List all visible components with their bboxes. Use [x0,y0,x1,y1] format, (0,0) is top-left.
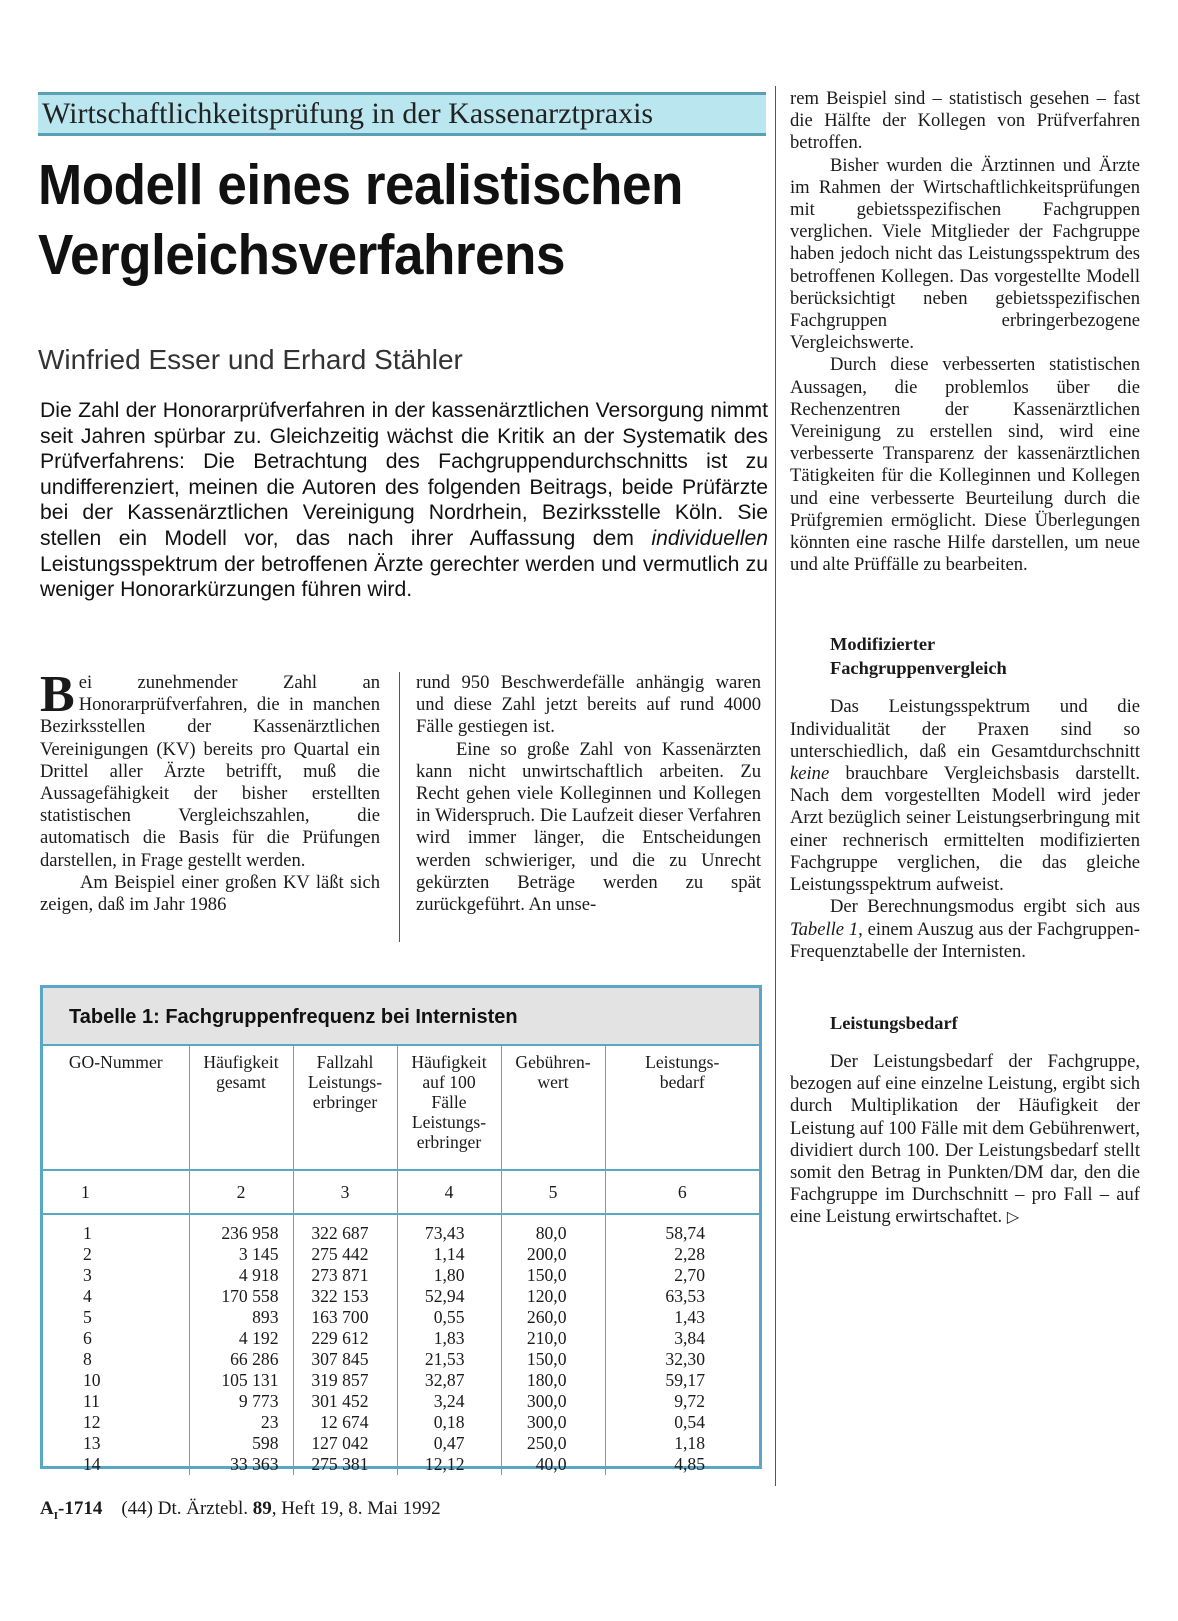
table-cell: 598 [189,1433,293,1454]
column-number: 5 [501,1170,605,1214]
column-number: 4 [397,1170,501,1214]
continue-arrow-icon: ▷ [1006,1207,1020,1227]
table-cell: 105 131 [189,1370,293,1391]
table-cell: 10 [83,1370,101,1390]
table-cell: 180,0 [501,1370,605,1391]
table-cell: 4,85 [605,1454,759,1475]
column-header: Leistungs- bedarf [605,1046,759,1170]
table-cell: 120,0 [501,1286,605,1307]
table-cell: 23 [189,1412,293,1433]
table-cell: 236 958 [189,1214,293,1244]
table-cell: 0,18 [397,1412,501,1433]
table-cell: 322 687 [293,1214,397,1244]
table-cell: 13 [83,1433,101,1453]
table-cell: 80,0 [501,1214,605,1244]
column-header: Häufigkeit auf 100 Fälle Leistungs- erbringer [397,1046,501,1170]
paragraph: Das Leistungsspektrum und die Individualität der Praxen sind so unterschiedlich, daß ein Gesamtdurchschnitt keine brauchbare Vergleichsbasis darstellt. Nach dem vorgestellten Modell wird jeder Arzt bezüglich seiner Leistungserbringung mit einer rechnerisch ermittelten modifizierten Fachgruppe verglichen, die das gleiche Leistungsspektrum aufweist. [790,696,1140,896]
table-cell: 300,0 [501,1391,605,1412]
frequency-table [43,1046,759,1475]
table-cell: 59,17 [605,1370,759,1391]
table-cell: 2,70 [605,1265,759,1286]
table-cell: 163 700 [293,1307,397,1328]
column-number: 1 [43,1170,189,1214]
table-cell: 32,30 [605,1349,759,1370]
table-cell: 14 [83,1454,101,1474]
table-cell: 12 [83,1412,101,1432]
table-cell: 1,18 [605,1433,759,1454]
lead-italic: individuellen [651,526,769,550]
table-cell: 307 845 [293,1349,397,1370]
body-column-2 [416,672,761,916]
table-cell: 5 [83,1307,92,1327]
table-cell: 11 [83,1391,100,1411]
paragraph: Der Berechnungsmodus ergibt sich aus Tabelle 1, einem Auszug aus der Fachgruppen-Frequenztabelle der Internisten. [790,896,1140,962]
table-cell: 275 381 [293,1454,397,1475]
lead-paragraph [40,398,768,603]
paragraph: Bisher wurden die Ärztinnen und Ärzte im Rahmen der Wirtschaftlichkeitsprüfungen mit gebietsspezifischen Fachgruppen verglichen. Viele Mitglieder der Fachgruppe haben jedoch nicht das Leistungsspektrum des betroffenen Kollegen. Das vorgestellte Modell berücksichtigt neben gebietsspezifischen Fachgruppen erbringerbezogene Vergleichswerte. [790,154,1140,354]
table-row [43,1454,759,1475]
drop-cap: B [40,666,75,723]
paragraph: rem Beispiel sind – statistisch gesehen – fast die Hälfte der Kollegen von Prüfverfahren betroffen. [790,88,1140,154]
table-row [43,1265,759,1286]
table-cell: 2,28 [605,1244,759,1265]
table-cell: 3 [83,1265,92,1285]
table-cell: 275 442 [293,1244,397,1265]
lead-text-1: Die Zahl der Honorarprüfverfahren in der kassenärztlichen Versorgung nimmt seit Jahren spürbar zu. Gleichzeitig wächst die Kritik an der Systematik des Prüfverfahrens: Die Betrachtung des Fachgruppendurchschnitts ist zu undifferenziert, meinen die Autoren des folgenden Beitrags, beide Prüfärzte bei der Kassenärztlichen Vereinigung Nordrhein, Bezirksstelle Köln. Sie stellen ein Modell vor, das nach ihrer Auffassung dem [40,399,768,550]
paragraph-text: ei zunehmender Zahl an Honorarprüfverfahren, die in manchen Bezirksstellen der Kassenärztlichen Vereinigungen (KV) bereits pro Quartal ein Drittel aller Ärzte betrifft, muß die Aussagefähigkeit der bisher erstellten statistischen Vergleichszahlen, die automatisch die Basis für die Prüfungen darstellen, in Frage gestellt werden. [40,672,380,871]
table-cell: 9 773 [189,1391,293,1412]
table-row [43,1328,759,1349]
table-cell: 1,43 [605,1307,759,1328]
column-header: GO-Nummer [43,1046,189,1170]
article-authors: Winfried Esser und Erhard Stähler [38,344,463,375]
lead-text-2: Leistungsspektrum der betroffenen Ärzte gerechter werden und vermutlich zu weniger Honorarkürzungen führen wird. [40,552,768,602]
table-row [43,1391,759,1412]
table-cell: 2 [83,1244,92,1264]
table-cell: 3,24 [397,1391,501,1412]
table-cell: 319 857 [293,1370,397,1391]
data-table-box [40,985,762,1474]
paragraph: Eine so große Zahl von Kassenärzten kann nicht unwirtschaftlich arbeiten. Zu Recht gehen viele Kolleginnen und Kollegen in Widerspruch. Die Laufzeit dieser Verfahren wird immer länger, die Entscheidungen werden schwieriger, und die zu Unrecht gekürzten Beträge werden zu spät zurückgeführt. An unse- [416,738,761,916]
table-cell: 3,84 [605,1328,759,1349]
kicker-rubric: Wirtschaftlichkeitsprüfung in der Kassenarztpraxis [38,92,766,136]
table-cell: 58,74 [605,1214,759,1244]
table-cell: 12,12 [397,1454,501,1475]
table-cell: 0,55 [397,1307,501,1328]
table-cell: 170 558 [189,1286,293,1307]
table-cell: 260,0 [501,1307,605,1328]
paragraph [40,666,380,872]
column-number-row [43,1170,759,1214]
table-header-row [43,1046,759,1170]
table-cell: 150,0 [501,1265,605,1286]
table-cell: 127 042 [293,1433,397,1454]
table-cell: 322 153 [293,1286,397,1307]
table-cell: 40,0 [501,1454,605,1475]
table-cell: 21,53 [397,1349,501,1370]
table-row [43,1244,759,1265]
paragraph: Der Leistungsbedarf der Fachgruppe, bezogen auf eine einzelne Leistung, ergibt sich durch Multiplikation der Häufigkeit der Leistung auf 100 Fälle mit dem Gebührenwert, dividiert durch 100. Der Leistungsbedarf stellt somit den Betrag in Punkten/DM dar, den die Fachgruppe im Durchschnitt – pro Fall – auf eine Leistung erwirtschaftet. ▷ [790,1050,1140,1228]
table-cell: 8 [83,1349,92,1369]
table-cell: 63,53 [605,1286,759,1307]
table-cell: 12 674 [293,1412,397,1433]
section-heading: Leistungsbedarf [830,1012,958,1033]
table-cell: 250,0 [501,1433,605,1454]
column-divider [775,86,776,1486]
paragraph: Am Beispiel einer großen KV läßt sich zeigen, daß im Jahr 1986 [40,871,380,916]
table-row [43,1433,759,1454]
table-cell: 893 [189,1307,293,1328]
table-cell: 300,0 [501,1412,605,1433]
column-header: Fallzahl Leistungs- erbringer [293,1046,397,1170]
section-heading: Modifizierter Fachgruppenvergleich [830,634,1007,679]
table-cell: 1,14 [397,1244,501,1265]
body-column-3 [790,88,1140,1229]
table-cell: 229 612 [293,1328,397,1349]
table-cell: 3 145 [189,1244,293,1265]
column-number: 3 [293,1170,397,1214]
table-cell: 52,94 [397,1286,501,1307]
table-cell: 6 [83,1328,92,1348]
table-row [43,1412,759,1433]
table-row [43,1307,759,1328]
column-number: 2 [189,1170,293,1214]
table-cell: 0,47 [397,1433,501,1454]
page-footer: $A_I-1714$ (44) Dt. Ärztebl. 89, Heft 19, 8. Mai 1992 [40,1498,441,1522]
table-cell: 1 [83,1223,92,1243]
column-divider [399,672,400,942]
table-cell: 4 192 [189,1328,293,1349]
table-cell: 33 363 [189,1454,293,1475]
column-header: Gebühren- wert [501,1046,605,1170]
table-cell: 0,54 [605,1412,759,1433]
table-cell: 273 871 [293,1265,397,1286]
table-row [43,1349,759,1370]
body-column-1 [40,666,380,916]
table-row [43,1214,759,1244]
table-cell: 9,72 [605,1391,759,1412]
table-cell: 1,83 [397,1328,501,1349]
table-row [43,1370,759,1391]
table-row [43,1286,759,1307]
table-cell: 32,87 [397,1370,501,1391]
table-cell: 200,0 [501,1244,605,1265]
table-cell: 301 452 [293,1391,397,1412]
table-cell: 73,43 [397,1214,501,1244]
column-header: Häufigkeit gesamt [189,1046,293,1170]
table-cell: 1,80 [397,1265,501,1286]
paragraph: Durch diese verbesserten statistischen Aussagen, die problemlos über die Rechenzentren der Kassenärztlichen Vereinigung zu erstellen sind, wird eine verbesserte Transparenz der kassenärztlichen Tätigkeiten für die Kolleginnen und Kollegen und eine verbesserte Beurteilung durch die Prüfgremien ermöglicht. Diese Überlegungen könnten eine rasche Hilfe darstellen, um neue und alte Prüffälle zu bearbeiten. [790,354,1140,576]
column-number: 6 [605,1170,759,1214]
table-cell: 150,0 [501,1349,605,1370]
table-title: Tabelle 1: Fachgruppenfrequenz bei Internisten [43,988,759,1046]
table-cell: 4 918 [189,1265,293,1286]
paragraph: rund 950 Beschwerdefälle anhängig waren und diese Zahl jetzt bereits auf rund 4000 Fälle gestiegen ist. [416,672,761,738]
article-headline: Modell eines realistischen Vergleichsverfahrens [38,153,683,287]
table-cell: 66 286 [189,1349,293,1370]
table-cell: 210,0 [501,1328,605,1349]
table-cell: 4 [83,1286,92,1306]
